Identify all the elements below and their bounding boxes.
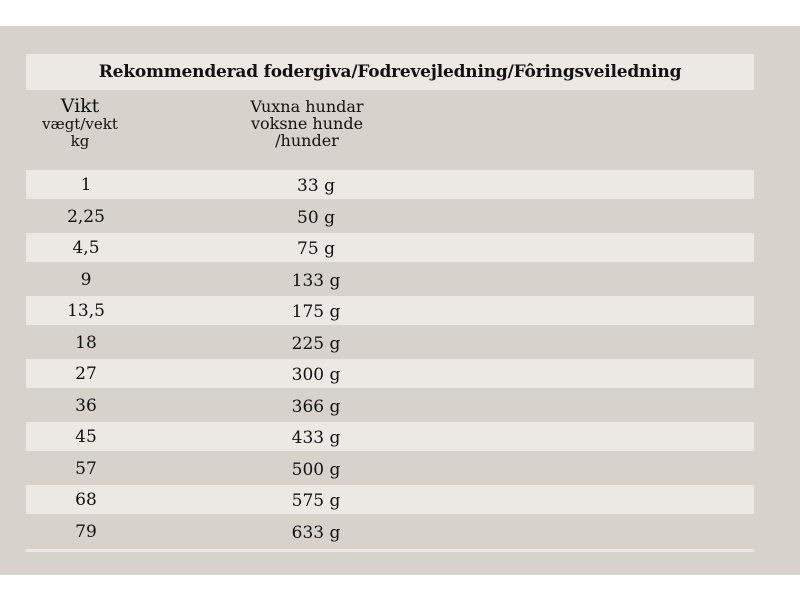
adult-column-header (222, 98, 392, 149)
amount-cell: 50 g (297, 207, 335, 228)
amount-cell: 133 g (291, 270, 341, 291)
table-body (26, 170, 754, 548)
table-row (26, 517, 754, 546)
amount-cell: 366 g (291, 396, 341, 417)
amount-cell: 33 g (297, 176, 335, 196)
weight-header-line-3: kg (70, 132, 90, 150)
feeding-table-panel (0, 26, 800, 575)
weight-cell: 2,25 (67, 206, 105, 227)
amount-cell: 575 g (291, 491, 341, 511)
adult-header-line-3: /hunder (275, 131, 339, 150)
table-row (26, 359, 754, 388)
weight-header-line-1: Vikt (60, 95, 100, 117)
table-row (26, 328, 754, 357)
table-row (26, 233, 754, 262)
weight-cell: 68 (75, 490, 97, 510)
weight-cell: 36 (75, 395, 97, 416)
amount-cell: 175 g (291, 302, 341, 322)
table-row (26, 454, 754, 483)
table-row (26, 170, 754, 199)
table-row (26, 422, 754, 451)
weight-cell: 79 (75, 521, 97, 542)
weight-cell: 45 (75, 427, 97, 447)
amount-cell: 500 g (291, 459, 341, 480)
amount-cell: 633 g (291, 522, 341, 543)
adult-header-line-1: Vuxna hundar (250, 97, 364, 116)
weight-cell: 18 (75, 332, 97, 353)
table-row (26, 391, 754, 420)
weight-cell: 1 (80, 175, 92, 195)
amount-cell: 75 g (297, 239, 335, 259)
weight-cell: 27 (75, 364, 97, 384)
table-row (26, 296, 754, 325)
weight-cell: 13,5 (67, 301, 105, 321)
amount-cell: 225 g (291, 333, 341, 354)
weight-cell: 4,5 (72, 238, 100, 258)
weight-cell: 57 (75, 458, 97, 479)
table-row (26, 265, 754, 294)
amount-cell: 300 g (291, 365, 341, 385)
weight-column-header (40, 96, 120, 150)
adult-header-line-2: voksne hunde (250, 114, 364, 133)
amount-cell: 433 g (291, 428, 341, 448)
table-row (26, 202, 754, 231)
table-bottom-rule (26, 549, 754, 552)
weight-cell: 9 (80, 269, 92, 290)
table-row (26, 485, 754, 514)
weight-header-line-2: vægt/vekt (42, 115, 118, 133)
table-title: Rekommenderad fodergiva/Fodrevejledning/Fôringsveiledning (26, 54, 754, 90)
